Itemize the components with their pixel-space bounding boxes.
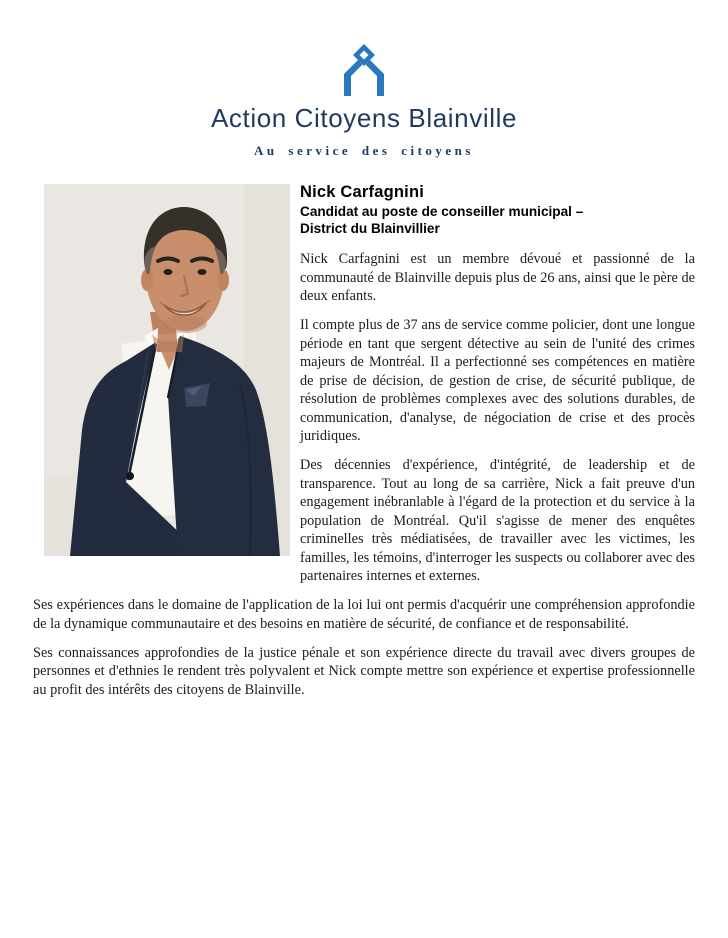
paragraph: Ses expériences dans le domaine de l'application de la loi lui ont permis d'acquérir une compréhension approfondie de la dynamique communautaire et des besoins en matière de sécurité, de confiance et de responsabilité. (33, 597, 695, 632)
header (0, 0, 728, 159)
portrait-illustration (44, 184, 290, 556)
org-tagline: Au service des citoyens (254, 143, 474, 158)
logo-house-m-icon (344, 44, 384, 96)
org-title: Action Citoyens Blainville (210, 103, 518, 133)
candidate-role-line1: Candidat au poste de conseiller municipal – (300, 204, 584, 219)
candidate-role-line2: District du Blainvillier (300, 220, 440, 236)
paragraph: Nick Carfagnini est un membre dévoué et passionné de la communauté de Blainville depuis plus de 26 ans, ainsi que le père de deux enfants. (300, 251, 695, 304)
paragraph: Des décennies d'expérience, d'intégrité, de leadership et de transparence. Tout au long de sa carrière, Nick a fait preuve d'un engagement inébranlable à l'égard de la protection et du service à la population de Montréal. Qu'il s'agisse de mener des enquêtes criminelles très médiatisées, de travailler avec les victimes, les familles, les témoins, d'interroger les suspects ou collaborer avec des partenaires internes et externes. (300, 457, 695, 584)
profile-section (33, 183, 695, 699)
paragraph: Il compte plus de 37 ans de service comme policier, dont une longue période en tant que sergent détective au sein de l'unité des crimes majeurs de Montréal. Il a perfectionné ses compétences en matière de prise de décision, de gestion de crise, de sécurité publique, de résolution de problèmes complexes avec des solutions durables, de communication, d'analyse, de négociation de crise et des procès juridiques. (300, 317, 695, 444)
paragraph: Ses connaissances approfondies de la justice pénale et son expérience directe du travail avec divers groupes de personnes et d'ethnies le rendent très polyvalent et Nick compte mettre son expérience et expertise professionnelle au profit des intérêts des citoyens de Blainville. (33, 644, 695, 698)
candidate-photo (44, 184, 290, 556)
candidate-name: Nick Carfagnini (300, 183, 425, 201)
